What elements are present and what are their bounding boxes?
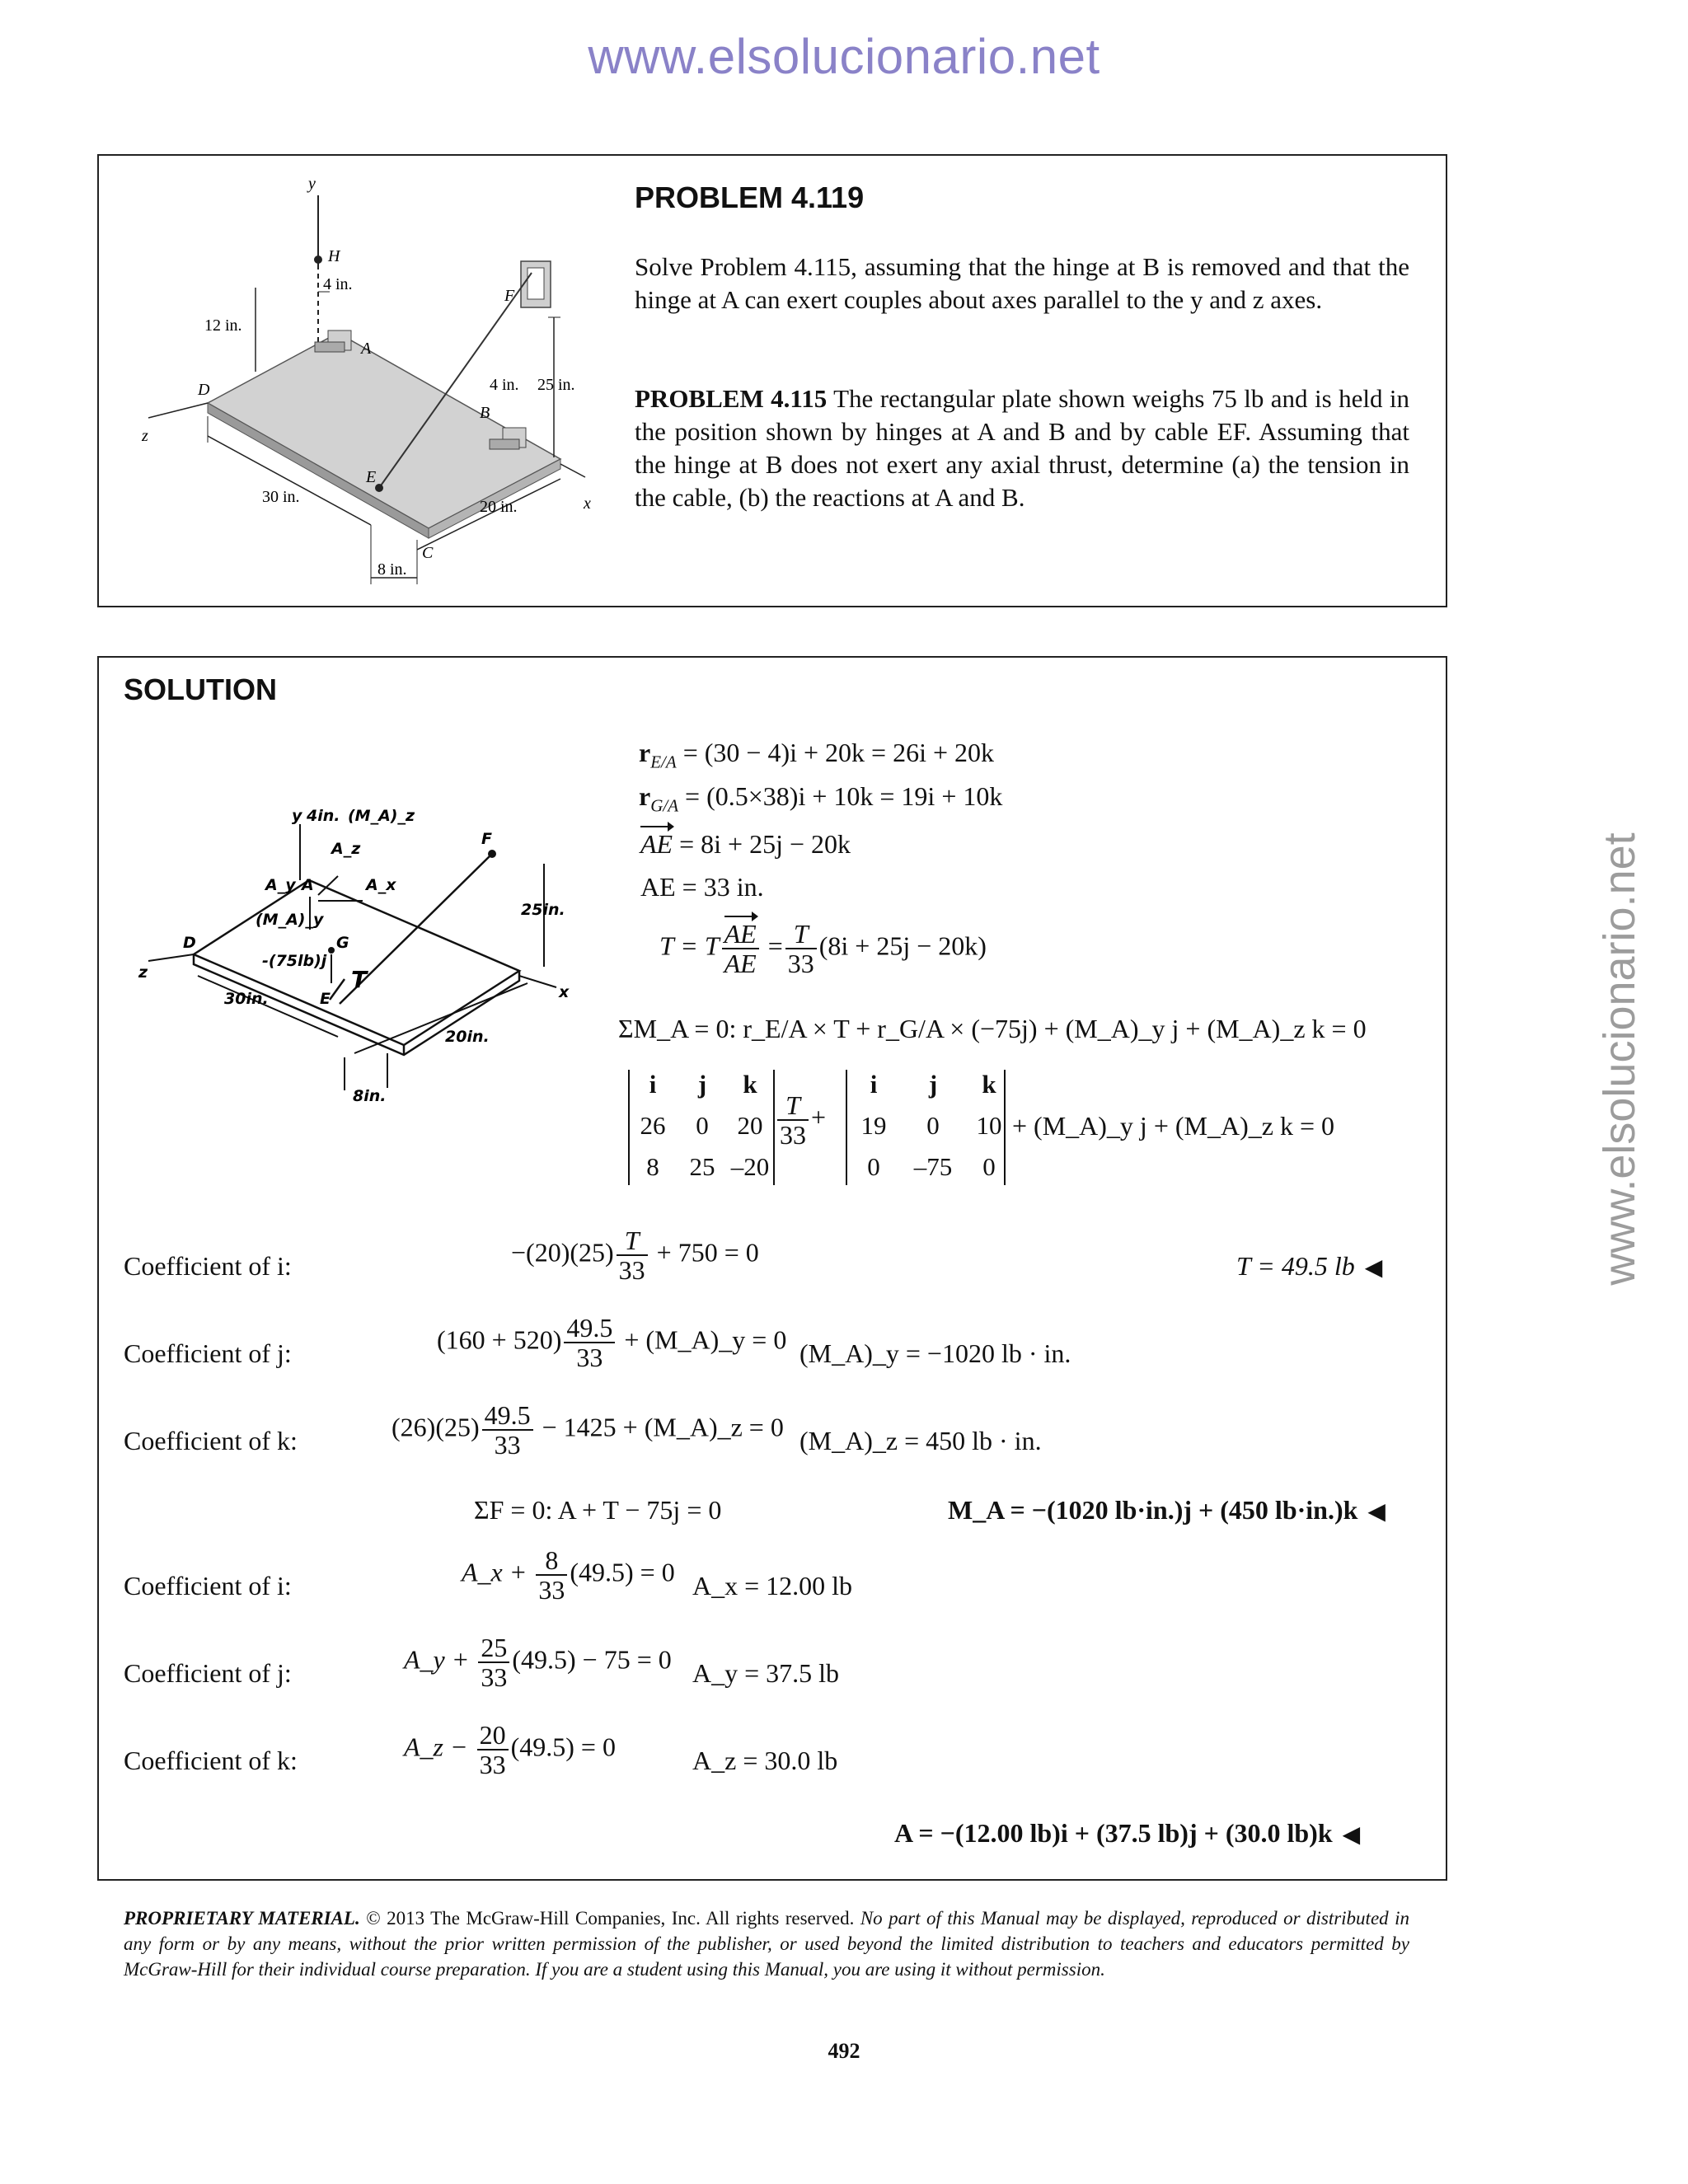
problem-reference [635,382,1409,514]
page-number: 492 [828,2039,860,2063]
sketch-label-MAy: (M_A)_y [256,911,324,929]
det-rhs: + (M_A)_y j + (M_A)_z k = 0 [1012,1111,1334,1141]
sketch-label-Ax: A_x [366,876,396,894]
sketch-label-y: y [292,807,302,825]
coef-i-eq: −(20)(25) $\frac{T}{33}$ + 750 = 0 [511,1226,759,1285]
sketch-label-T: T [351,966,368,993]
sketch-label-F: F [481,830,492,848]
eq-tension-vector: T = T $\frac{AE}{AE}$ = $\frac{T}{33}$ (8i + 25j − 20k) [659,920,987,977]
fig-label-A: A [361,340,372,358]
result-Ay: A_y = 37.5 lb [692,1658,840,1688]
footer-copyright: PROPRIETARY MATERIAL. © 2013 The McGraw-Hill Companies, Inc. All rights reserved. No part of this Manual may be displayed, reproduced or distributed in any form or by any means, without the prior written permission of the publisher, or used beyond the limited distribution to teachers and educators permitted by McGraw-Hill for their individual course preparation. If you are a student using this Manual, you are using it without permission. [124,1908,1409,1980]
fig-label-4in-top: 4 in. [323,275,353,293]
coef-i-label: Coefficient of i: [124,1251,292,1281]
problem-title: PROBLEM 4.119 [635,180,865,214]
fig-label-C: C [422,544,434,562]
determinant-equation: i j k 26 0 20 8 25 –20 $\frac{T}{33}$ + i j k 19 0 10 0 –75 0 + (M_A)_y j + (M_A)_z k = 0 [626,1070,1451,1185]
watermark-side-text[interactable]: www.elsolucionario.net [1595,832,1644,1286]
sketch-label-MAz: (M_A)_z [348,807,415,825]
coef-k-eq: (26)(25) $\frac{49.5}{33}$ − 1425 + (M_A)_z = 0 [392,1400,784,1460]
answer-A: A = −(12.00 lb)i + (37.5 lb)j + (30.0 lb)k ◀ [894,1818,1361,1848]
solution-box [97,656,1447,1881]
coef2-j-label: Coefficient of j: [124,1658,292,1688]
solution-title: SOLUTION [124,673,277,706]
sketch-label-8in: 8in. [353,1087,387,1105]
ref-text: The rectangular plate shown weighs 75 lb and is held in the position shown by hinges at A and B and by cable EF. Assuming that the hinge at B does not exert any axial thrust, determine (a) the tension in the cable, (b) the reactions at A and B. [635,384,1409,512]
fig-label-30in: 30 in. [262,488,300,506]
fig-label-8in: 8 in. [377,560,407,579]
fig-label-4in-right: 4 in. [490,376,519,394]
fig-label-B: B [480,404,490,422]
solution-sketch [115,732,610,1111]
result-MAz: (M_A)_z = 450 lb · in. [799,1426,1042,1455]
answer-MA: M_A = −(1020 lb·in.)j + (450 lb·in.)k ◀ [948,1495,1386,1525]
ref-title: PROBLEM 4.115 [635,384,828,413]
fig-label-F: F [504,287,515,305]
sketch-label-30in: 30in. [224,990,269,1008]
fig-label-H: H [328,247,340,265]
sketch-label-x: x [559,983,570,1001]
coef-j-eq: (160 + 520) $\frac{49.5}{33}$ + (M_A)_y = 0 [437,1313,787,1372]
coef2-i-label: Coefficient of i: [124,1571,292,1601]
problem-box [97,154,1447,607]
det-multiplier: $\frac{T}{33}$ + [775,1091,826,1149]
sketch-label-z: z [138,963,148,982]
eq-AE-vector: AE = 8i + 25j − 20k [640,827,851,860]
watermark-top[interactable]: www.elsolucionario.net [588,29,1100,84]
sketch-label-G: G [336,934,349,952]
sketch-label-D: D [183,934,196,952]
coef-j-label: Coefficient of j: [124,1338,292,1368]
result-MAy: (M_A)_y = −1020 lb · in. [799,1338,1071,1368]
coef2-i-eq: A_x + $\frac{8}{33}$ (49.5) = 0 [462,1545,675,1605]
eq-force-sum: ΣF = 0: A + T − 75j = 0 [474,1495,722,1525]
fig-label-25in: 25 in. [537,376,575,394]
eq-r-EA: $r_{E/A} = (30 - 4)i + 20k = 26i + 20k$ [639,738,995,772]
fig-label-12in: 12 in. [204,316,242,335]
fig-label-D: D [198,381,210,399]
sketch-label-4in: 4in. [307,807,340,825]
fig-label-y: y [308,175,316,193]
sketch-label-Ay: A_y [265,876,296,894]
sketch-label-Az: A_z [331,840,361,858]
sketch-label-20in: 20in. [445,1028,490,1046]
eq-moment-sum: ΣM_A = 0: r_E/A × T + r_G/A × (−75j) + (M_A)_y j + (M_A)_z k = 0 [618,1014,1367,1043]
eq-r-GA: $r_{G/A} = (0.5\times 38)i + 10k = 19i + 10k$ [639,781,1003,816]
eq-AE-length: AE = 33 in. [640,872,764,902]
coef2-j-eq: A_y + $\frac{25}{33}$ (49.5) − 75 = 0 [404,1633,672,1692]
coef2-k-label: Coefficient of k: [124,1746,298,1775]
result-Ax: A_x = 12.00 lb [692,1571,853,1601]
problem-statement: Solve Problem 4.115, assuming that the hinge at B is removed and that the hinge at A can exert couples about axes parallel to the y and z axes. [635,252,1409,314]
problem-figure [99,156,593,601]
fig-label-x: x [584,494,591,513]
sketch-label-weight: -(75lb)j [262,952,327,970]
fig-label-z: z [142,427,148,445]
sketch-label-25in: 25in. [521,901,565,919]
sketch-label-E: E [320,990,331,1008]
answer-T: T = 49.5 lb ◀ [1236,1251,1383,1281]
fig-label-E: E [366,468,377,486]
coef2-k-eq: A_z − $\frac{20}{33}$ (49.5) = 0 [404,1720,616,1779]
result-Az: A_z = 30.0 lb [692,1746,838,1775]
coef-k-label: Coefficient of k: [124,1426,298,1455]
fig-label-20in: 20 in. [480,498,518,516]
sketch-label-A: A [302,876,314,894]
